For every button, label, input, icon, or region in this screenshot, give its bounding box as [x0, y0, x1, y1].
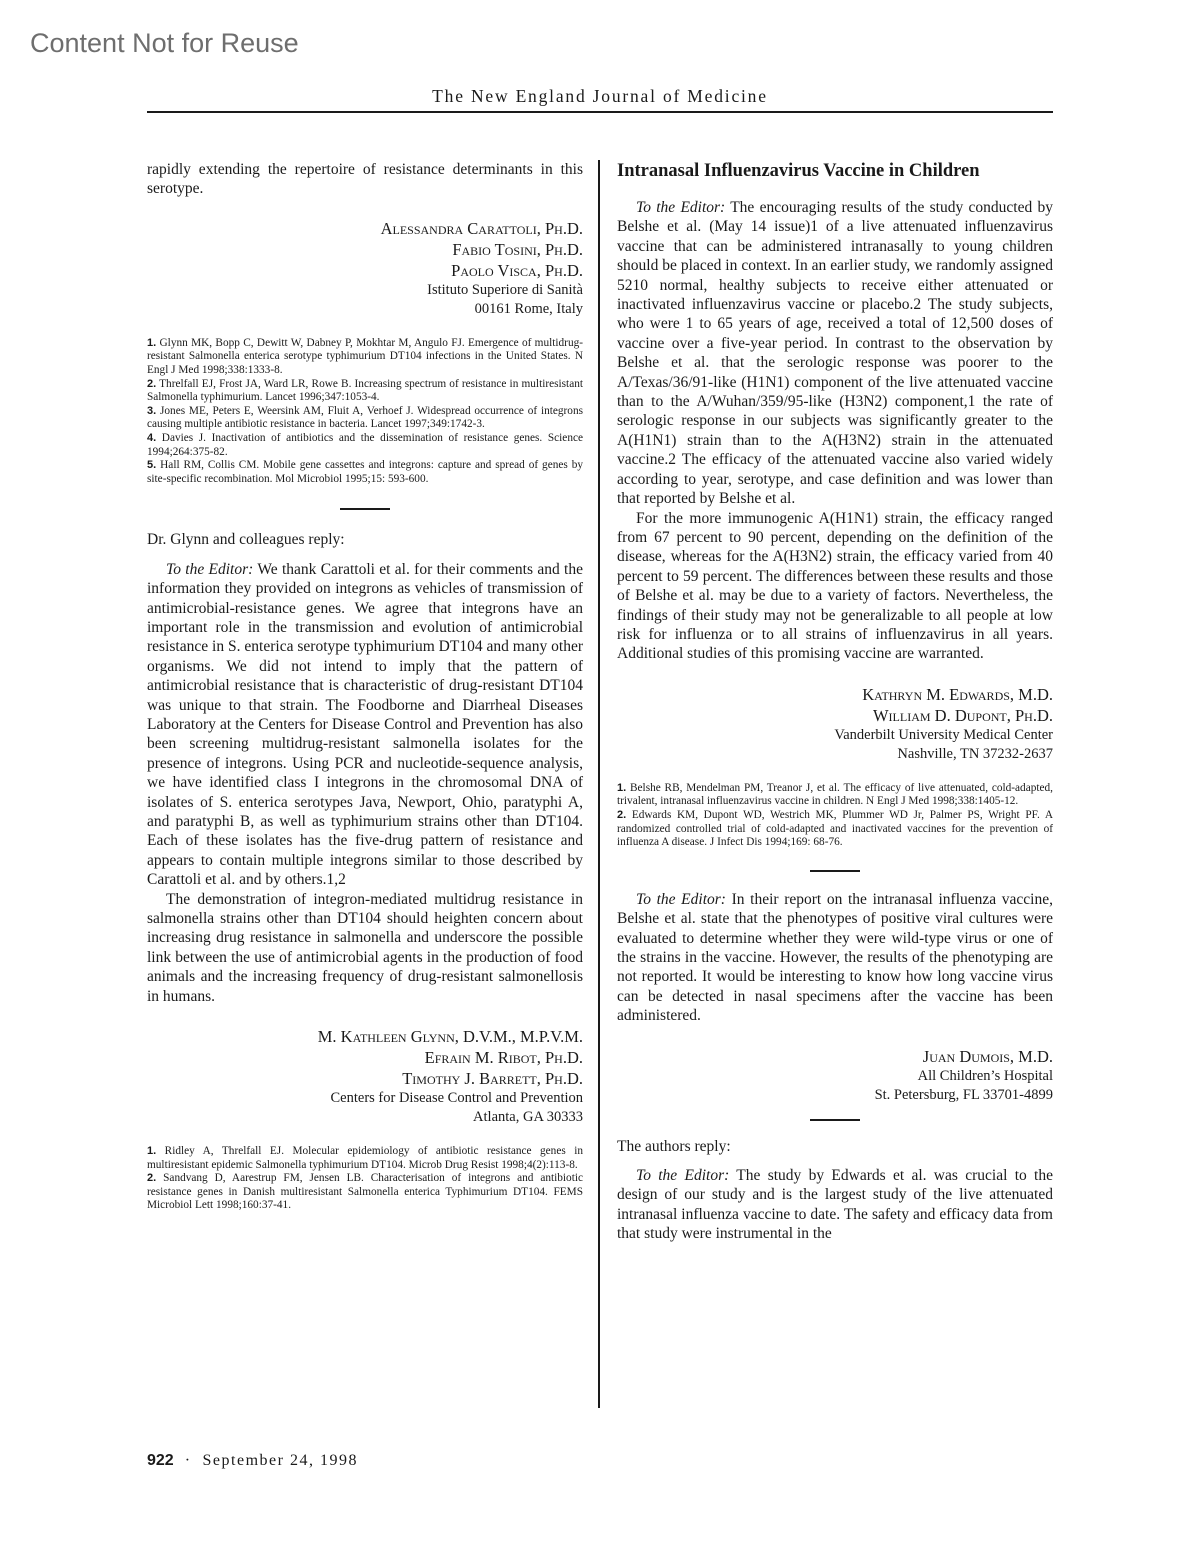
page-footer [147, 1452, 358, 1470]
column-divider [598, 160, 600, 1408]
reference-list [617, 782, 1053, 850]
author-affiliation: Centers for Disease Control and Prevention [330, 1090, 583, 1107]
section-separator [810, 870, 860, 872]
letter-paragraph: To the Editor: The encouraging results of the study conducted by Belshe et al. (May 14 issue)1 of a live attenuated influenzavirus vaccine that can be administered intranasally to young children should be placed in context. In an earlier study, we randomly assigned 5210 normal, healthy subjects to receive either attenuated or inactivated influenzavirus vaccine or placebo.2 The study subjects, who were 1 to 65 years of age, received a total of 12,500 doses of vaccine over a five-year period. In contrast to the observation by Belshe et al. that the serologic response was poorer to the A/Texas/36/91-like (H1N1) component of the live attenuated vaccine than to the A/Wuhan/359/95-like (H3N2) component,1 the rate of serologic response in our subjects was significantly greater to the A(H1N1) strain than to the A(H3N2) strain in the attenuated vaccine.2 The efficacy of the attenuated vaccine also varied widely according to year, serotype, and case definition and was lower than that reported by Belshe et al. [617, 199, 1053, 508]
section-separator [340, 508, 390, 510]
reference-list [147, 337, 583, 487]
issue-date: September 24, 1998 [202, 1452, 358, 1469]
reply-paragraph: To the Editor: We thank Carattoli et al. for their comments and the information they provided on integrons as vehicles of transmission of antimicrobial-resistance genes. We agree that integrons have an important role in the transmission and evolution of antimicrobial resistance in S. enterica serotype typhimurium DT104 and many other organisms. We did not intend to imply that the pattern of antimicrobial resistance that is characteristic of drug-resistant DT104 was unique to that strain. The Foodborne and Diarrheal Diseases Laboratory at the Centers for Disease Control and Prevention has also been screening multidrug-resistant salmonella isolates for the presence of integrons. Using PCR and nucleotide-sequence analysis, we have identified class I integrons in the chromosomal DNA of isolates of S. enterica serotypes Java, Newport, Ohio, paratyphi A, and paratyphi B, as well as typhimurium strains other than DT104. Each of these isolates has the five-drug pattern of resistance and appears to contain multiple integrons similar to those described by Carattoli et al. and by others.1,2 [147, 560, 583, 889]
watermark: Content Not for Reuse [30, 28, 299, 58]
footer-separator: · [184, 1452, 192, 1469]
reference-item: 4. Davies J. Inactivation of antibiotics and the dissemination of resistance genes. Science 1994;264:375-82. [147, 431, 583, 458]
salutation: To the Editor: [636, 1166, 730, 1184]
reply-intro: The authors reply: [617, 1137, 731, 1155]
reference-item: 1. Ridley A, Threlfall EJ. Molecular epidemiology of antibiotic resistance genes in multiresistant epidemic Salmonella typhimurium DT104. Microb Drug Resist 1998;4(2):113-8. [147, 1145, 584, 1171]
reference-item: 3. Jones ME, Peters E, Weersink AM, Fluit A, Verhoef J. Widespread occurrence of integrons causing multiple antibiotic resistance in bacteria. Lancet 1997;349:1742-3. [147, 404, 583, 431]
author-affiliation: St. Petersburg, FL 33701-4899 [874, 1086, 1053, 1103]
salutation: To the Editor: [166, 560, 254, 578]
letter-paragraph: For the more immunogenic A(H1N1) strain, the efficacy ranged from 67 percent to 90 percent, depending on the definition of the disease, whereas for the A(H3N2) strain, the efficacy varied from 40 percent to 59 percent. The differences between these results and those of Belshe et al. may be due to a variety of factors. Nevertheless, the findings of their study may not be generalizable to all people at low risk for influenza or to all strains of influenzavirus in all years. Additional studies of this promising vaccine are warranted. [617, 509, 1053, 663]
reference-item: 5. Hall RM, Collis CM. Mobile gene cassettes and integrons: capture and spread of genes by site-specific recombination. Mol Microbiol 1995;15: 593-600. [147, 459, 584, 485]
reference-item: 1. Belshe RB, Mendelman PM, Treanor J, et al. The efficacy of live attenuated, cold-adapted, trivalent, intranasal influenzavirus vaccine in children. N Engl J Med 1998;338:1405-12. [617, 781, 1053, 808]
reply-intro: Dr. Glynn and colleagues reply: [147, 531, 345, 549]
reply-paragraph: The demonstration of integron-mediated multidrug resistance in salmonella strains other than DT104 should heighten concern about increasing drug resistance in salmonella and underscore the possible link between the use of antimicrobial agents in the production of food animals and the increasing frequency of drug-resistant salmonellosis in humans. [147, 890, 583, 1005]
signature-edwards [617, 684, 1053, 764]
author-name: M. Kathleen Glynn, D.V.M., M.P.V.M. [317, 1027, 583, 1047]
reference-item: 1. Glynn MK, Bopp C, Dewitt W, Dabney P, Mokhtar M, Angulo FJ. Emergence of multidrug-resistant Salmonella enterica serotype typhimurium DT104 infections in the United States. N Engl J Med 1998;338:1333-8. [147, 336, 584, 376]
author-name: Efrain M. Ribot, Ph.D. [424, 1048, 583, 1068]
author-affiliation: Nashville, TN 37232-2637 [897, 745, 1053, 762]
reply-paragraph: To the Editor: The study by Edwards et al. was crucial to the design of our study and is the largest study of the live attenuated intranasal influenza vaccine to date. The safety and efficacy data from that study were instrumental in the [617, 1166, 1053, 1243]
salutation: To the Editor: [636, 890, 726, 908]
author-name: Kathryn M. Edwards, M.D. [862, 684, 1053, 704]
reference-item: 2. Sandvang D, Aarestrup FM, Jensen LB. Characterisation of integrons and antibiotic resistance genes in Danish multiresistant Salmonella enterica Typhimurium DT104. FEMS Microbiol Lett 1998;160:37-41. [147, 1172, 584, 1212]
reference-item: 2. Threlfall EJ, Frost JA, Ward LR, Rowe B. Increasing spectrum of resistance in multiresistant Salmonella typhimurium. Lancet 1996;347:1053-4. [147, 377, 583, 404]
signature-dumois [617, 1046, 1053, 1105]
author-name: Fabio Tosini, Ph.D. [452, 239, 583, 259]
left-column [147, 160, 583, 1213]
author-name: Alessandra Carattoli, Ph.D. [380, 218, 583, 238]
reference-list [147, 1145, 583, 1213]
author-name: Timothy J. Barrett, Ph.D. [402, 1069, 583, 1089]
letter-paragraph: To the Editor: In their report on the intranasal influenza vaccine, Belshe et al. state that the phenotypes of positive viral cultures were evaluated to determine whether they were wild-type virus or one of the strains in the vaccine. However, the results of the phenotyping are not reported. It would be interesting to know how long vaccine virus can be detected in nasal specimens after the vaccine has been administered. [617, 890, 1053, 1025]
author-affiliation: Atlanta, GA 30333 [473, 1109, 583, 1126]
page-number: 922 [147, 1452, 174, 1469]
author-affiliation: 00161 Rome, Italy [474, 300, 583, 317]
section-separator [810, 1119, 860, 1121]
author-name: Paolo Visca, Ph.D. [451, 260, 583, 280]
author-affiliation: Istituto Superiore di Sanità [427, 281, 583, 298]
author-name: Juan Dumois, M.D. [922, 1046, 1053, 1066]
author-affiliation: Vanderbilt University Medical Center [834, 726, 1053, 743]
article-heading: Intranasal Influenzavirus Vaccine in Children [617, 161, 980, 181]
signature-glynn [147, 1026, 583, 1127]
right-column [617, 160, 1053, 1244]
reference-item: 2. Edwards KM, Dupont WD, Westrich MK, Plummer WD Jr, Palmer PS, Wright PF. A randomized controlled trial of cold-adapted and inactivated vaccines for the prevention of influenza A disease. J Infect Dis 1994;169: 68-76. [617, 808, 1053, 849]
signature-carattoli [147, 218, 583, 319]
author-name: William D. Dupont, Ph.D. [872, 705, 1053, 725]
running-head: The New England Journal of Medicine [147, 86, 1053, 113]
salutation: To the Editor: [636, 199, 726, 216]
continued-text: rapidly extending the repertoire of resistance determinants in this serotype. [147, 161, 583, 198]
author-affiliation: All Children’s Hospital [917, 1067, 1053, 1084]
